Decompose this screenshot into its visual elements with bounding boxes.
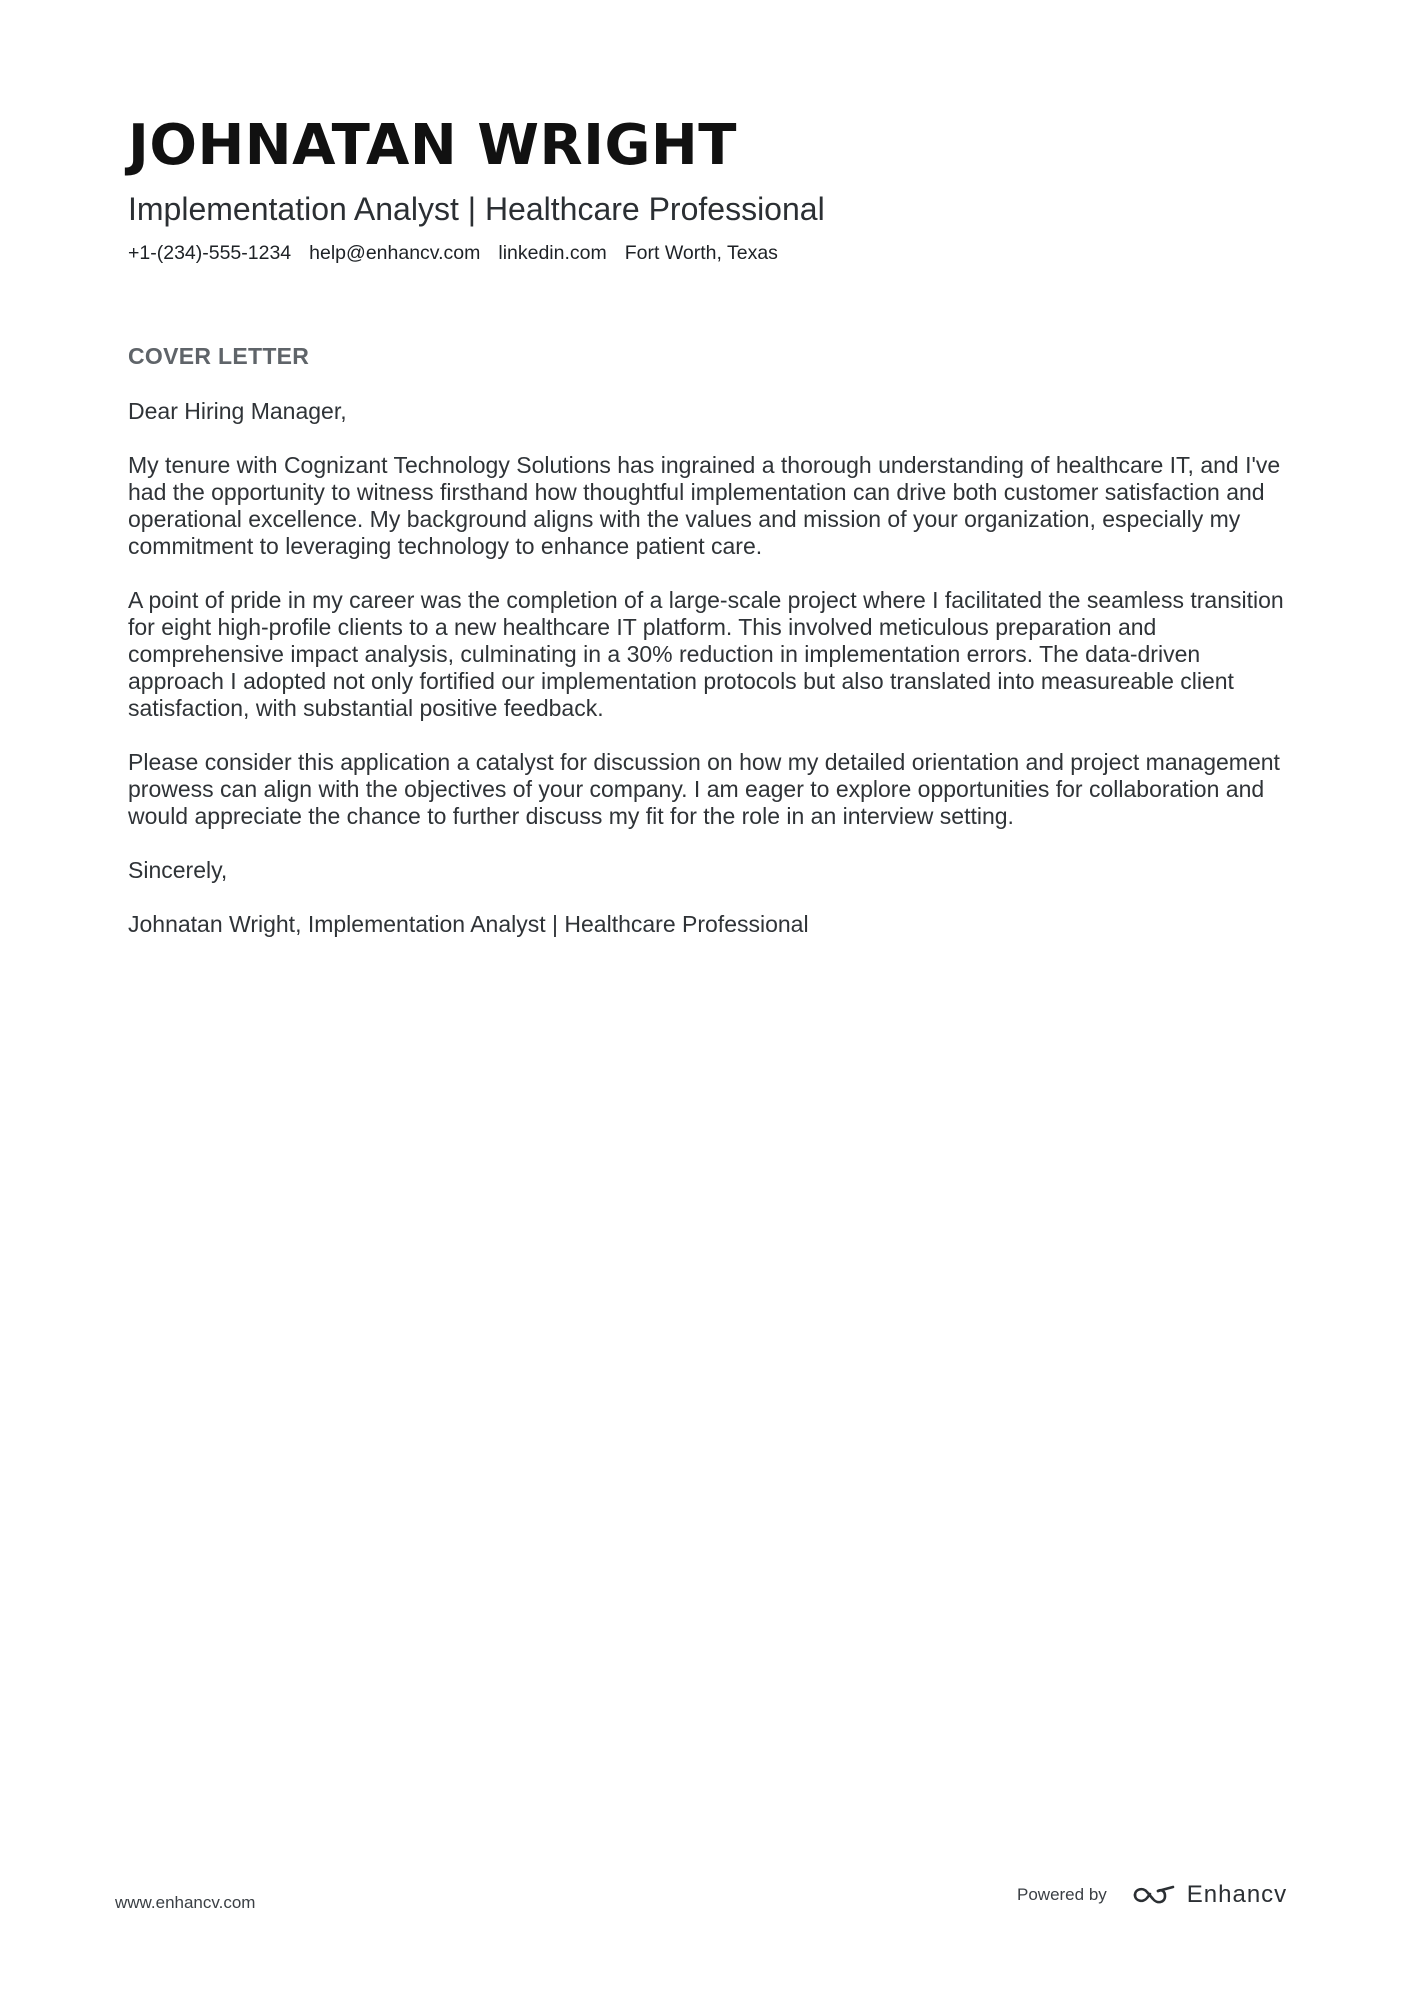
letter-closing: Sincerely, [128, 857, 228, 883]
brand-name: Enhancv [1186, 1881, 1288, 1908]
letter-greeting: Dear Hiring Manager, [128, 398, 347, 424]
resume-header [128, 110, 1288, 266]
powered-by-label: Powered by [1017, 1885, 1107, 1904]
letter-paragraph: My tenure with Cognizant Technology Solutions has ingrained a thorough understanding of healthcare IT, and I've had the opportunity to witness firsthand how thoughtful implementation can drive both customer satisfaction and operational excellence. My background aligns with the values and mission of your organization, especially my commitment to leveraging technology to enhance patient care. [128, 452, 1281, 559]
candidate-title: Implementation Analyst | Healthcare Professional [128, 191, 825, 227]
contact-info [128, 240, 1288, 266]
candidate-name: JOHNATAN WRIGHT [128, 113, 737, 178]
section-title: COVER LETTER [128, 343, 310, 369]
contact-email[interactable]: help@enhancv.com [309, 242, 481, 264]
letter-paragraph: A point of pride in my career was the completion of a large-scale project where I facilitated the seamless transition for eight high-profile clients to a new healthcare IT platform. This involved meticulous preparation and comprehensive impact analysis, culminating in a 30% reduction in implementation errors. The data-driven approach I adopted not only fortified our implementation protocols but also translated into measureable client satisfaction, with substantial positive feedback. [128, 587, 1284, 721]
contact-phone: +1-(234)-555-1234 [128, 242, 292, 264]
contact-location: Fort Worth, Texas [624, 242, 778, 264]
enhancv-logo-icon [1131, 1883, 1177, 1907]
letter-signature: Johnatan Wright, Implementation Analyst | Healthcare Professional [128, 911, 809, 937]
footer-branding [1017, 1881, 1287, 1909]
letter-paragraph: Please consider this application a catalyst for discussion on how my detailed orientation and project management prowess can align with the objectives of your company. I am eager to explore opportunities for collaboration and would appreciate the chance to further discuss my fit for the role in an interview setting. [128, 749, 1280, 829]
letter-body [128, 398, 1288, 965]
footer-website[interactable]: www.enhancv.com [115, 1893, 256, 1912]
brand-logo[interactable] [1131, 1881, 1287, 1909]
contact-linkedin[interactable]: linkedin.com [498, 242, 607, 264]
